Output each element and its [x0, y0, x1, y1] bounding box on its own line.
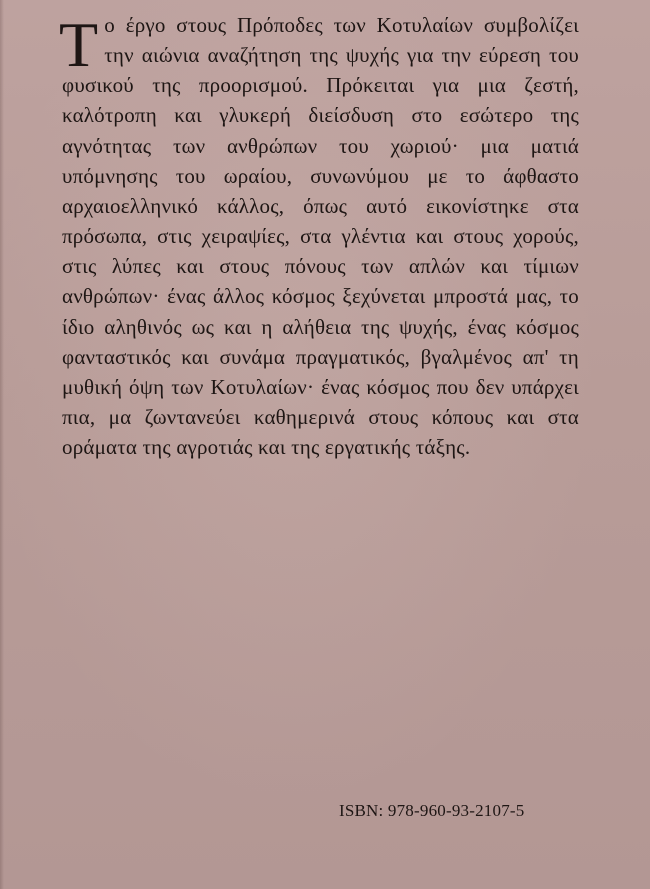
binding-edge-shadow	[0, 0, 4, 889]
cover-blurb	[59, 9, 579, 462]
blurb-text: ο έργο στους Πρόποδες των Κοτυλαίων συμβολίζει την αιώνια αναζήτηση της ψυχής για την εύρεση του φυσικού της προορισμού. Πρόκειται για μια ζεστή, καλότροπη και γλυκερή διείσδυση στο εσώτερο της αγνότητας των ανθρώπων του χωριού· μια ματιά υπόμνησης του ωραίου, συνωνύμου με το άφθαστο αρχαιοελληνικό κάλλος, όπως αυτό εικονίστηκε στα πρόσωπα, στις χειραψίες, στα γλέντια και στους χορούς, στις λύπες και στους πόνους των απλών και τίμιων ανθρώπων· ένας άλλος κόσμος ξεχύνεται μπροστά μας, το ίδιο αληθινός ως και η αλήθεια της ψυχής, ένας κόσμος φανταστικός και συνάμα πραγματικός, βγαλμένος απ' τη μυθική όψη των Κοτυλαίων· ένας κόσμος που δεν υπάρχει πια, μα ζωντανεύει καθημερινά στους κόπους και στα οράματα της αγροτιάς και της εργατικής τάξης.	[62, 13, 579, 460]
drop-cap: Τ	[59, 9, 99, 80]
isbn-number: ISBN: 978-960-93-2107-5	[339, 801, 525, 820]
